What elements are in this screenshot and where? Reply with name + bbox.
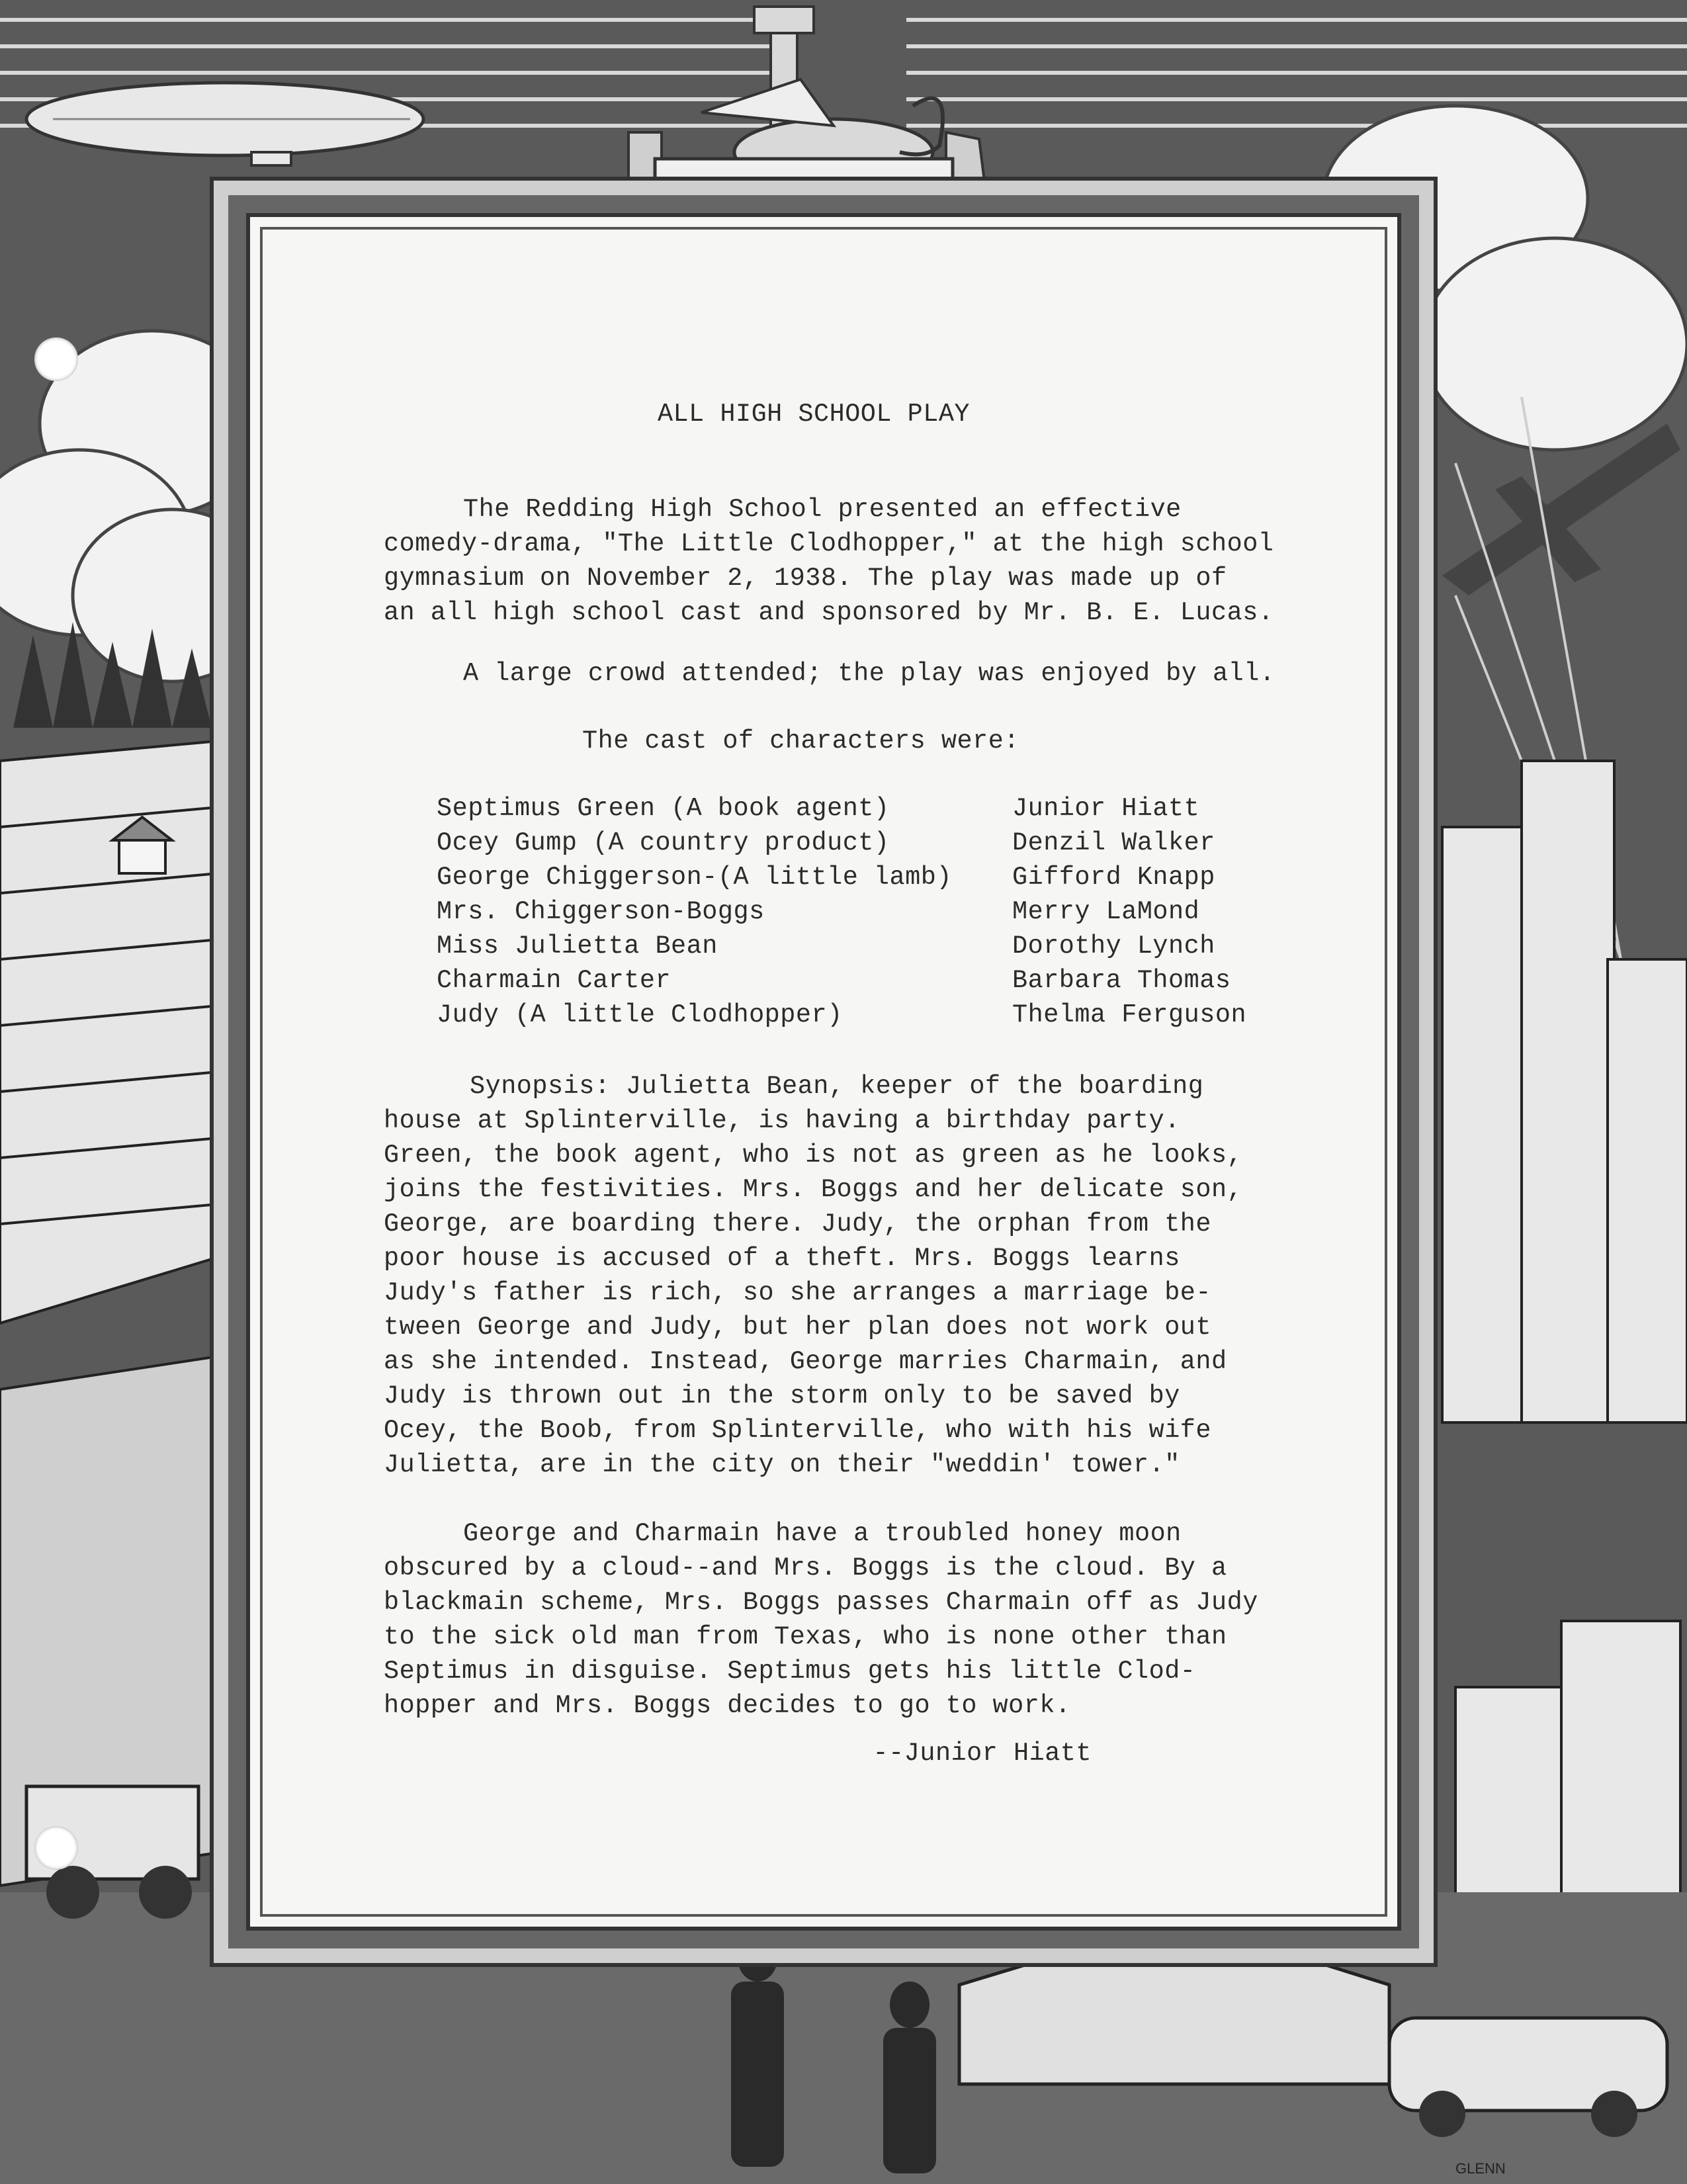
artist-signature: GLENN <box>1455 2160 1506 2177</box>
cast-role: Charmain Carter <box>437 966 671 995</box>
synopsis-line: Green, the book agent, who is not as green as he looks, <box>384 1141 1243 1170</box>
cast-role: Ocey Gump (A country product) <box>437 828 890 857</box>
synopsis-line: Julietta, are in the city on their "weddin' tower." <box>384 1450 1180 1479</box>
cast-actor: Merry LaMond <box>1012 897 1200 926</box>
synopsis-paragraph <box>384 1069 1323 1482</box>
honeymoon-line: obscured by a cloud--and Mrs. Boggs is the cloud. By a <box>384 1553 1227 1583</box>
cast-actor: Gifford Knapp <box>1012 863 1215 892</box>
honeymoon-line: Septimus in disguise. Septimus gets his little Clod- <box>384 1657 1196 1686</box>
cast-list <box>384 791 1323 1032</box>
synopsis-line: George, are boarding there. Judy, the orphan from the <box>384 1209 1211 1239</box>
intro-line: comedy-drama, "The Little Clodhopper," at the high school <box>384 529 1274 558</box>
cast-role: Miss Julietta Bean <box>437 932 718 961</box>
intro-line: The Redding High School presented an effective <box>463 495 1182 524</box>
synopsis-line: Synopsis: Julietta Bean, keeper of the boarding <box>470 1072 1204 1101</box>
intro-line: an all high school cast and sponsored by Mr. B. E. Lucas. <box>384 598 1274 627</box>
punch-hole <box>34 337 78 381</box>
synopsis-line: house at Splinterville, is having a birthday party. <box>384 1106 1180 1135</box>
punch-hole <box>34 1826 78 1870</box>
honeymoon-line: blackmain scheme, Mrs. Boggs passes Charmain off as Judy <box>384 1588 1258 1617</box>
page-title: ALL HIGH SCHOOL PLAY <box>657 400 971 429</box>
crowd-paragraph: A large crowd attended; the play was enjoyed by all. <box>463 659 1276 688</box>
cast-actor: Dorothy Lynch <box>1012 932 1215 961</box>
synopsis-line: joins the festivities. Mrs. Boggs and her delicate son, <box>384 1175 1243 1204</box>
synopsis-line: tween George and Judy, but her plan does not work out <box>384 1313 1211 1342</box>
cast-actor: Denzil Walker <box>1012 828 1215 857</box>
synopsis-line: as she intended. Instead, George marries Charmain, and <box>384 1347 1227 1376</box>
intro-paragraph <box>384 492 1323 630</box>
honeymoon-paragraph <box>384 1516 1323 1723</box>
cast-role: Judy (A little Clodhopper) <box>437 1000 843 1029</box>
honeymoon-line: hopper and Mrs. Boggs decides to go to work. <box>384 1691 1071 1720</box>
honeymoon-line: George and Charmain have a troubled honey moon <box>463 1519 1182 1548</box>
document-body <box>384 397 1323 1770</box>
honeymoon-line: to the sick old man from Texas, who is none other than <box>384 1622 1227 1651</box>
cast-role: George Chiggerson-(A little lamb) <box>437 863 952 892</box>
cast-role: Mrs. Chiggerson-Boggs <box>437 897 765 926</box>
synopsis-line: Judy is thrown out in the storm only to be saved by <box>384 1381 1180 1411</box>
cast-actor: Barbara Thomas <box>1012 966 1231 995</box>
author-signature: --Junior Hiatt <box>873 1739 1092 1768</box>
cast-role: Septimus Green (A book agent) <box>437 794 890 823</box>
synopsis-line: poor house is accused of a theft. Mrs. Boggs learns <box>384 1244 1180 1273</box>
cast-intro: The cast of characters were: <box>582 726 1019 756</box>
synopsis-line: Ocey, the Boob, from Splinterville, who with his wife <box>384 1416 1211 1445</box>
synopsis-line: Judy's father is rich, so she arranges a marriage be- <box>384 1278 1211 1307</box>
intro-line: gymnasium on November 2, 1938. The play was made up of <box>384 564 1227 593</box>
cast-actor: Junior Hiatt <box>1012 794 1200 823</box>
cast-actor: Thelma Ferguson <box>1012 1000 1247 1029</box>
